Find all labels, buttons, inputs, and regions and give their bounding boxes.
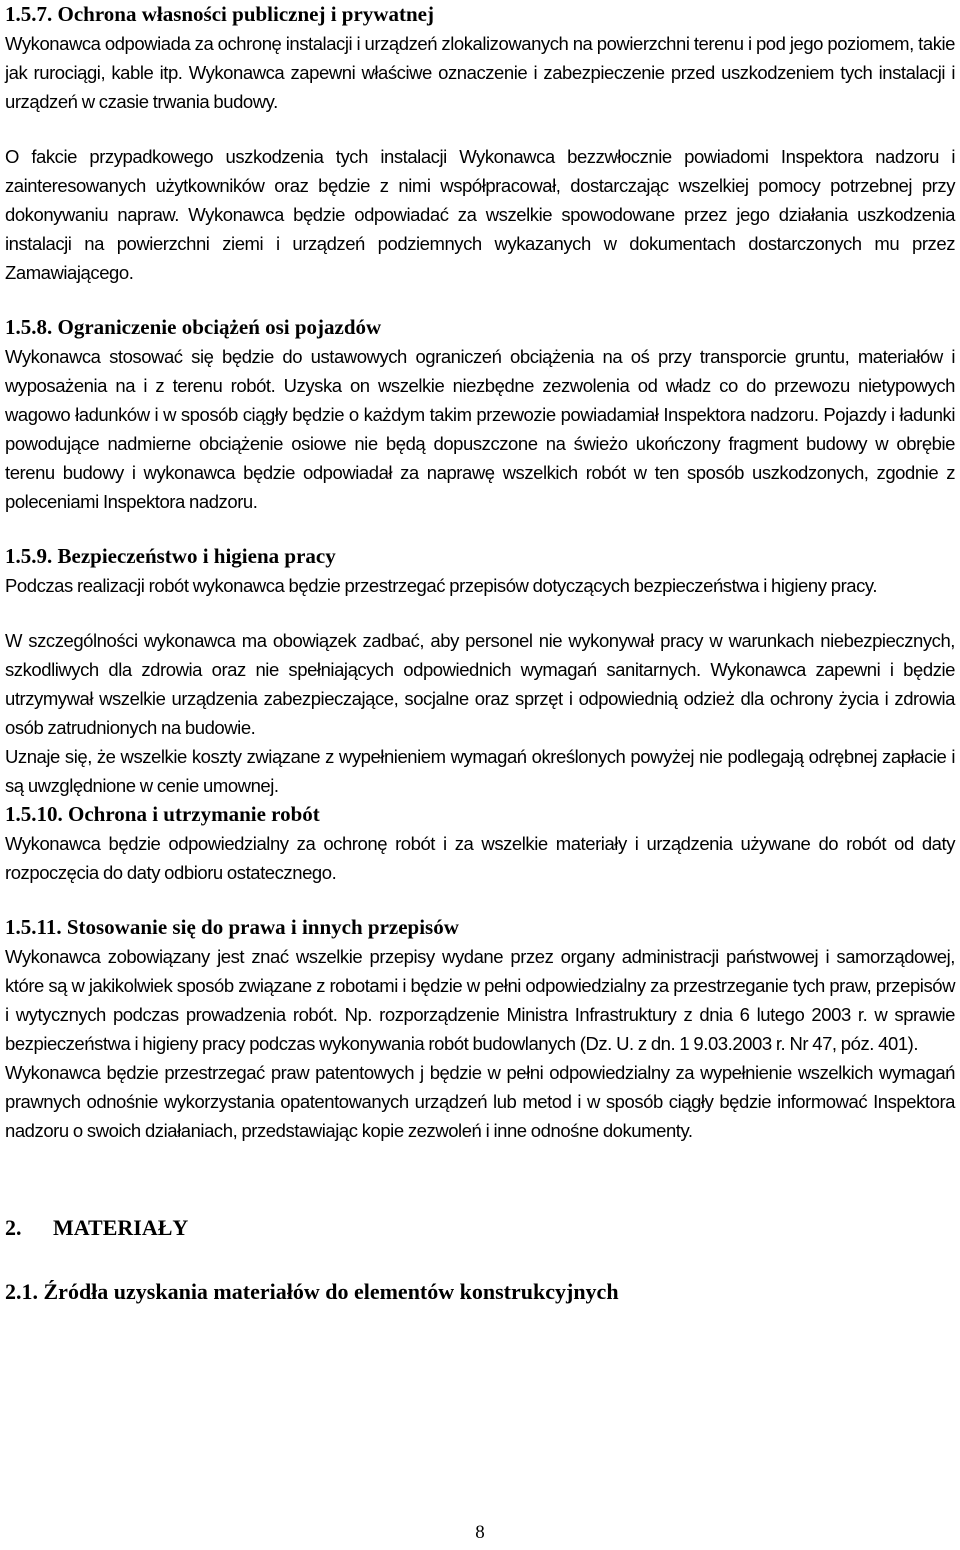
- paragraph: O fakcie przypadkowego uszkodzenia tych instalacji Wykonawca bezzwłocznie powiadomi Inspektora nadzoru i zainteresowanych użytkowników oraz będzie z nimi współpracował, dostarczając wszelkiej pomocy potrzebnej przy dokonywaniu napraw. Wykonawca będzie odpowiadać za wszelkie spowodowane przez jego działania uszkodzenia instalacji na powierzchni ziemi i urządzeń podziemnych wykazanych w dokumentach dostarczonych mu przez Zamawiającego.: [5, 146, 955, 283]
- paragraph: W szczególności wykonawca ma obowiązek zadbać, aby personel nie wykonywał pracy w warunkach niebezpiecznych, szkodliwych dla zdrowia oraz nie spełniających odpowiednich wymagań sanitarnych. Wykonawca zapewni i będzie utrzymywał wszelkie urządzenia zabezpieczające, socjalne oraz sprzęt i odpowiednią odzież dla ochrony życia i zdrowia osób zatrudnionych na budowie.: [5, 630, 955, 738]
- section-heading-1-5-11: 1.5.11. Stosowanie się do prawa i innych przepisów: [5, 915, 459, 939]
- paragraph: Wykonawca zobowiązany jest znać wszelkie przepisy wydane przez organy administracji państwowej i samorządowej, które są w jakikolwiek sposób związane z robotami i będzie w pełni odpowiedzialny za przestrzeganie tych praw, przepisów i wytycznych podczas prowadzenia robót. Np. rozporządzenie Ministra Infrastruktury z dnia 6 lutego 2003 r. w sprawie bezpieczeństwa i higieny pracy podczas wykonywania robót budowlanych (Dz. U. z dn. 1 9.03.2003 r. Nr 47, póz. 401).: [5, 946, 955, 1054]
- paragraph: Uznaje się, że wszelkie koszty związane z wypełnieniem wymagań określonych powyżej nie podlegają odrębnej zapłacie i są uwzględnione w cenie umownej.: [5, 746, 955, 796]
- section-heading-1-5-10: 1.5.10. Ochrona i utrzymanie robót: [5, 802, 320, 826]
- paragraph: Wykonawca będzie przestrzegać praw patentowych j będzie w pełni odpowiedzialny za wypełnienie wszelkich wymagań prawnych odnośnie wykorzystania opatentowanych urządzeń lub metod i w sposób ciągły będzie informować Inspektora nadzoru o swoich działaniach, przedstawiając kopie zezwoleń i inne odnośne dokumenty.: [5, 1062, 955, 1141]
- paragraph: Wykonawca odpowiada za ochronę instalacji i urządzeń zlokalizowanych na powierzchni terenu i pod jego poziomem, takie jak rurociągi, kable itp. Wykonawca zapewni właściwe oznaczenie i zabezpieczenie przed uszkodzeniem tych instalacji i urządzeń w czasie trwania budowy.: [5, 33, 955, 112]
- page-number: 8: [475, 1522, 485, 1543]
- section-heading-1-5-8: 1.5.8. Ograniczenie obciążeń osi pojazdów: [5, 315, 382, 339]
- paragraph: Wykonawca będzie odpowiedzialny za ochronę robót i za wszelkie materiały i urządzenia używane do robót od daty rozpoczęcia do daty odbioru ostatecznego.: [5, 833, 955, 883]
- chapter-number: 2.: [5, 1215, 22, 1240]
- paragraph: Podczas realizacji robót wykonawca będzie przestrzegać przepisów dotyczących bezpieczeństwa i higieny pracy.: [5, 575, 878, 596]
- subsection-heading-2-1: 2.1. Źródła uzyskania materiałów do elementów konstrukcyjnych: [5, 1279, 619, 1304]
- document-page: [5, 0, 955, 1307]
- chapter-title: MATERIAŁY: [53, 1215, 189, 1240]
- paragraph: Wykonawca stosować się będzie do ustawowych ograniczeń obciążenia na oś przy transporcie gruntu, materiałów i wyposażenia na i z terenu robót. Uzyska on wszelkie niezbędne zezwolenia od władz co do przewozu nietypowych wagowo ładunków i w sposób ciągły będzie o każdym takim przewozie powiadamiał Inspektora nadzoru. Pojazdy i ładunki powodujące nadmierne obciążenie osiowe nie będą dopuszczone na świeżo ukończony fragment budowy w obrębie terenu budowy i wykonawca będzie odpowiadał za naprawę wszelkich robót w ten sposób uszkodzonych, zgodnie z poleceniami Inspektora nadzoru.: [5, 346, 955, 512]
- section-heading-1-5-7: 1.5.7. Ochrona własności publicznej i prywatnej: [5, 2, 434, 26]
- chapter-heading: [5, 1213, 955, 1243]
- section-heading-1-5-9: 1.5.9. Bezpieczeństwo i higiena pracy: [5, 544, 336, 568]
